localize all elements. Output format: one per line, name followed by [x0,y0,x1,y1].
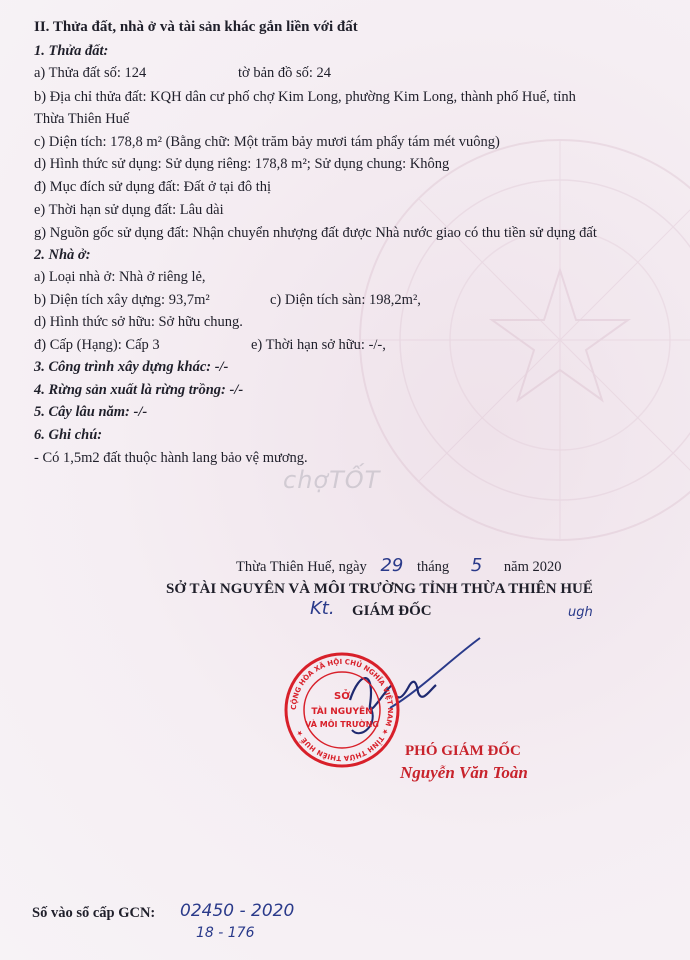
land-origin: g) Nguồn gốc sử dụng đất: Nhận chuyển nhượng đất được Nhà nước giao có thu tiền sử dụng đất [34,225,597,241]
date-month-label: tháng [416,559,450,575]
date-prefix: Thừa Thiên Huế, ngày [236,559,367,575]
seal-top-text: SỞ [334,691,350,702]
seal-mid-text-1: TÀI NGUYÊN [311,707,373,717]
date-day: 29 [380,555,404,576]
house-built-area: b) Diện tích xây dựng: 93,7m² [34,292,210,308]
issuing-authority: SỞ TÀI NGUYÊN VÀ MÔI TRƯỜNG TỈNH THỪA THIÊN HUẾ [166,581,593,597]
land-heading: 1. Thửa đất: [34,43,109,59]
land-map-sheet: tờ bản đồ số: 24 [238,65,332,81]
land-address-line1: b) Địa chỉ thửa đất: KQH dân cư phố chợ Kim Long, phường Kim Long, thành phố Huế, tỉnh [34,89,576,105]
seal-ring-text: CỘNG HÒA XÃ HỘI CHỦ NGHĨA VIỆT NAM ★ TỈNH THỪA THIÊN HUẾ ★ [289,657,395,763]
other-constructions: 3. Công trình xây dựng khác: -/- [34,359,229,375]
land-use-term: e) Thời hạn sử dụng đất: Lâu dài [34,202,224,218]
official-red-seal [283,651,401,769]
production-forest: 4. Rừng sản xuất là rừng trồng: -/- [34,382,244,398]
gcn-register-number: 02450 - 2020 [180,901,295,921]
land-address-line2: Thừa Thiên Huế [34,111,130,127]
issue-date [236,557,561,576]
section-title: II. Thửa đất, nhà ở và tài sản khác gắn liền với đất [34,19,358,35]
chotot-watermark: chợTỐT [283,466,381,494]
gcn-register-label: Số vào sổ cấp GCN: [32,905,156,921]
land-use-form: d) Hình thức sử dụng: Sử dụng riêng: 178,8 m²; Sử dụng chung: Không [34,156,450,172]
house-floor-area: c) Diện tích sàn: 198,2m², [270,292,421,308]
house-ownership-form: d) Hình thức sở hữu: Sở hữu chung. [34,314,243,330]
house-grade: đ) Cấp (Hạng): Cấp 3 [34,337,160,353]
date-year: năm 2020 [503,559,562,575]
house-ownership-term: e) Thời hạn sở hữu: -/-, [251,337,386,353]
initials-handwriting: ugh [568,605,593,620]
house-type: a) Loại nhà ở: Nhà ở riêng lẻ, [34,269,206,285]
gcn-register-subnumber: 18 - 176 [196,925,255,941]
land-use-purpose: đ) Mục đích sử dụng đất: Đất ở tại đô thị [34,179,272,195]
land-area: c) Diện tích: 178,8 m² (Bằng chữ: Một trăm bảy mươi tám phẩy tám mét vuông) [34,134,500,150]
note-text: - Có 1,5m2 đất thuộc hành lang bảo vệ mương. [34,450,308,466]
house-heading: 2. Nhà ở: [34,247,91,263]
seal-mid-text-2: VÀ MÔI TRƯỜNG [305,720,379,729]
deputy-director-name: Nguyễn Văn Toàn [400,763,528,782]
kt-handwriting: Kt. [310,598,335,619]
date-month: 5 [470,555,483,576]
notes-heading: 6. Ghi chú: [34,427,103,443]
land-parcel-number: a) Thửa đất số: 124 [34,65,147,81]
perennial-trees: 5. Cây lâu năm: -/- [34,404,148,420]
director-title: GIÁM ĐỐC [352,603,432,619]
deputy-director-title: PHÓ GIÁM ĐỐC [405,743,521,759]
